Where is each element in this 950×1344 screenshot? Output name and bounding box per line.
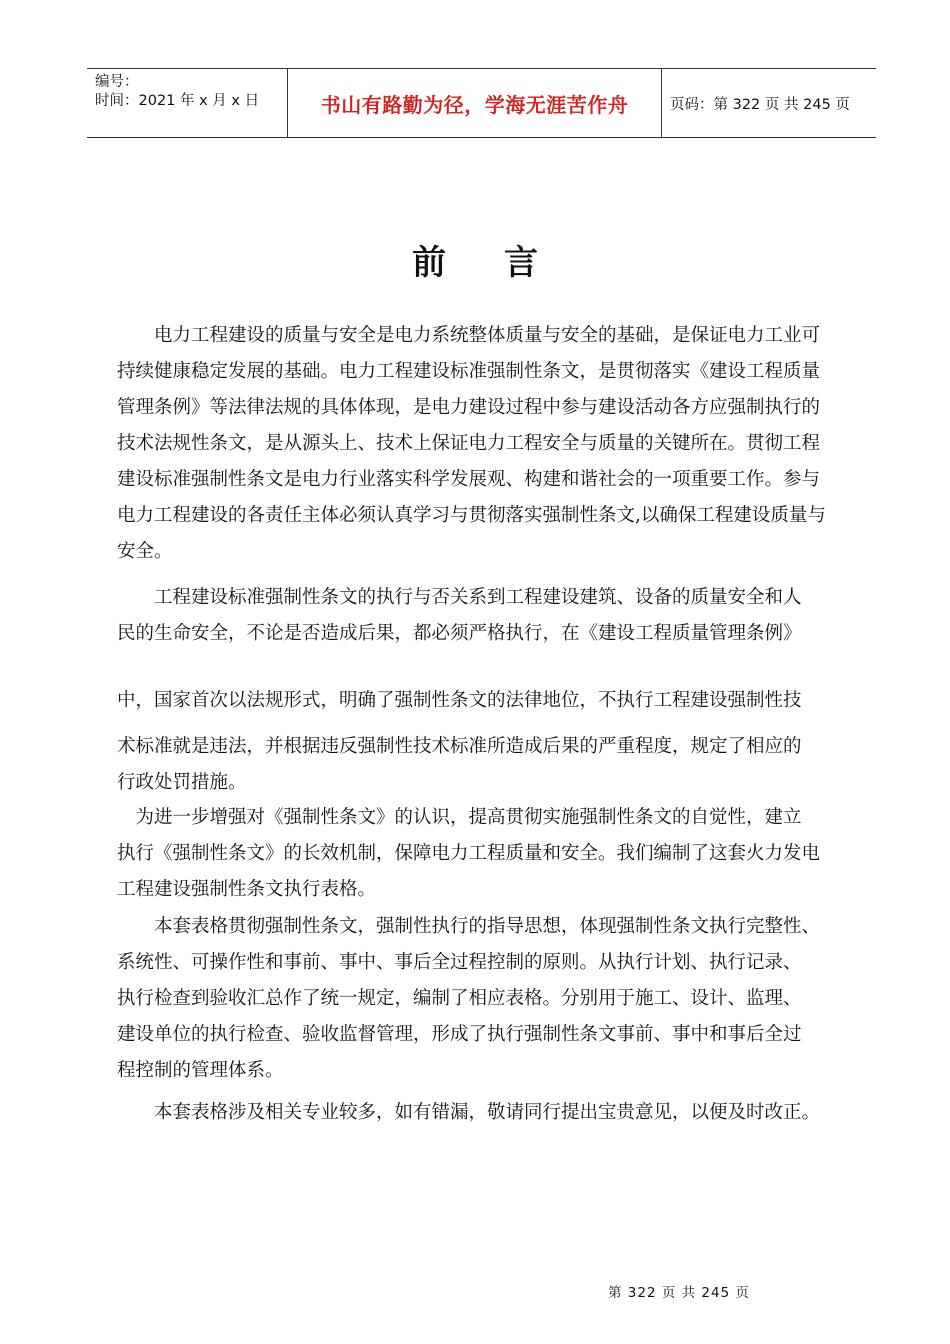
paragraph-2: [117, 580, 857, 652]
paragraph-line: 电力工程建设的各责任主体必须认真学习与贯彻落实强制性条文,以确保工程建设质量与: [117, 505, 826, 526]
paragraph-1: [117, 318, 857, 570]
paragraph-line: 管理条例》等法律法规的具体体现，是电力建设过程中参与建设活动各方应强制执行的: [117, 397, 821, 418]
document-header: [87, 68, 876, 138]
paragraph-line: 程控制的管理体系。: [117, 1060, 284, 1081]
page-footer: 第 322 页 共 245 页: [608, 1285, 750, 1301]
paragraph-line: 本套表格涉及相关专业较多，如有错漏，敬请同行提出宝贵意见，以便及时改正。: [117, 1102, 821, 1123]
paragraph-line: 执行《强制性条文》的长效机制，保障电力工程质量和安全。我们编制了这套火力发电: [117, 843, 821, 864]
paragraph-line: 术标准就是违法，并根据违反强制性技术标准所造成后果的严重程度，规定了相应的: [117, 736, 802, 757]
paragraph-line: 民的生命安全，不论是否造成后果，都必须严格执行，在《建设工程质量管理条例》: [117, 623, 802, 644]
header-page-info: 页码：第 322 页 共 245 页: [670, 96, 850, 113]
paragraph-line: 持续健康稳定发展的基础。电力工程建设标准强制性条文，是贯彻落实《建设工程质量: [117, 361, 821, 382]
header-meta-cell: [87, 69, 288, 137]
paragraph-line: 技术法规性条文，是从源头上、技术上保证电力工程安全与质量的关键所在。贯彻工程: [117, 433, 821, 454]
document-time-label: 时间：2021 年 x 月 x 日: [95, 93, 260, 109]
paragraph-line: 为进一步增强对《强制性条文》的认识，提高贯彻实施强制性条文的自觉性，建立: [117, 807, 802, 828]
paragraph-7: [117, 1095, 857, 1131]
paragraph-line: 建设单位的执行检查、验收监督管理，形成了执行强制性条文事前、事中和事后全过: [117, 1024, 802, 1045]
paragraph-line: 系统性、可操作性和事前、事中、事后全过程控制的原则。从执行计划、执行记录、: [117, 952, 802, 973]
paragraph-line: 本套表格贯彻强制性条文，强制性执行的指导思想，体现强制性条文执行完整性、: [117, 916, 821, 937]
paragraph-line: 建设标准强制性条文是电力行业落实科学发展观、构建和谐社会的一项重要工作。参与: [117, 469, 821, 490]
paragraph-line: 执行检查到验收汇总作了统一规定，编制了相应表格。分别用于施工、设计、监理、: [117, 988, 802, 1009]
paragraph-line: 工程建设标准强制性条文的执行与否关系到工程建设建筑、设备的质量安全和人: [117, 587, 802, 608]
document-number-label: 编号：: [95, 74, 139, 90]
page-title: 前言: [412, 242, 596, 283]
paragraph-line: 安全。: [117, 541, 173, 562]
paragraph-5: [117, 800, 857, 908]
paragraph-4: [117, 729, 857, 801]
paragraph-line: 工程建设强制性条文执行表格。: [117, 879, 377, 900]
paragraph-line: 行政处罚措施。: [117, 772, 247, 793]
paragraph-3: [117, 683, 857, 719]
header-motto: 书山有路勤为径，学海无涯苦作舟: [288, 69, 662, 137]
paragraph-line: 中，国家首次以法规形式，明确了强制性条文的法律地位，不执行工程建设强制性技: [117, 690, 802, 711]
paragraph-line: 电力工程建设的质量与安全是电力系统整体质量与安全的基础，是保证电力工业可: [117, 325, 821, 346]
paragraph-6: [117, 909, 857, 1089]
